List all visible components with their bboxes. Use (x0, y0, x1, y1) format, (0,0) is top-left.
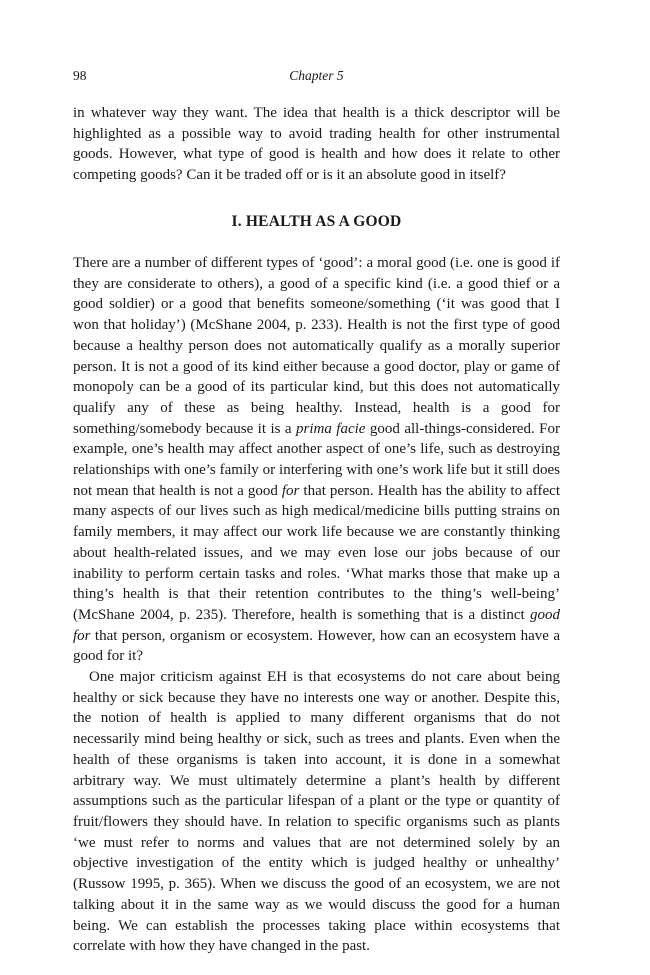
paragraph-1-text-a: There are a number of different types of ‘good’: a moral good (i.e. one is good if they are considerate to others), a good of a specific kind (i.e. a good thief or a good soldier) or a good that benefits someone/something (‘it was good that I won that holiday’) (McShane 2004, p. 233). Health is not the first type of good because a healthy person does not automatically qualify as a morally superior person. It is not a good of its kind either because a good doctor, play or game of monopoly can be a good of its particular kind, but this does not automatically qualify any of these as being healthy. Instead, health is a good for something/somebody because it is a (73, 255, 560, 437)
body-paragraph-1 (73, 253, 560, 667)
chapter-label: Chapter 5 (289, 68, 344, 83)
paragraph-1-text-d: that person, organism or ecosystem. However, how can an ecosystem have a good for it? (73, 627, 560, 665)
paragraph-1-text-b: good all-things-considered. For example, one’s health may affect another aspect of one’s life, such as destroying relationships with one’s family or interfering with one’s work life but it still does not mean that health is not a good (73, 420, 560, 499)
paragraph-1-text-c: that person. Health has the ability to affect many aspects of our lives such as high medical/​medicine bills putting strains on family members, it may affect our work life because we are constantly thinking about health-related issues, and we may even lose our jobs because of our inability to perform certain tasks and roles. ‘What marks those that make up a thing’s health is that their retention contributes to the thing’s well-being’ (McShane 2004, p. 235). Therefore, health is something that is a distinct (73, 482, 560, 623)
running-head (73, 68, 560, 88)
paragraph-1-italic-good-for: good for (73, 606, 560, 644)
paragraph-1-italic-for: for (281, 482, 300, 499)
section-body (73, 253, 560, 957)
body-paragraph-2: One major criticism against EH is that ecosystems do not care about being healthy or sick because they have no interests one way or another. Despite this, the notion of health is applied to many different organisms that do not necessarily mind being healthy or sick, such as trees and plants. Even when the health of these organisms is taken into account, it is done in a somewhat arbitrary way. We must ultimately determine a plant’s health by different assumptions such as the particular lifespan of a plant or the type or quantity of fruit/flowers they should have. In relation to specific organisms such as plants ‘we must refer to norms and values that are not determined solely by an objective investigation of the entity which is judged healthy or unhealthy’ (Russow 1995, p. 365). When we discuss the good of an ecosystem, we are not talking about it in the same way as we would discuss the good for a human being. We can establish the processes taking place within ecosystems that correlate with how they have changed in the past. (73, 669, 560, 955)
page-number: 98 (73, 68, 87, 83)
paragraph-1-italic-prima-facie: prima facie (296, 420, 366, 437)
section-heading: I. HEALTH AS A GOOD (231, 213, 402, 230)
intro-paragraph: in whatever way they want. The idea that health is a thick descriptor will be highlighted as a possible way to avoid trading health for other instrumental goods. However, what type of good is health and how does it relate to other competing goods? Can it be traded off or is it an absolute good in itself? (73, 105, 560, 184)
